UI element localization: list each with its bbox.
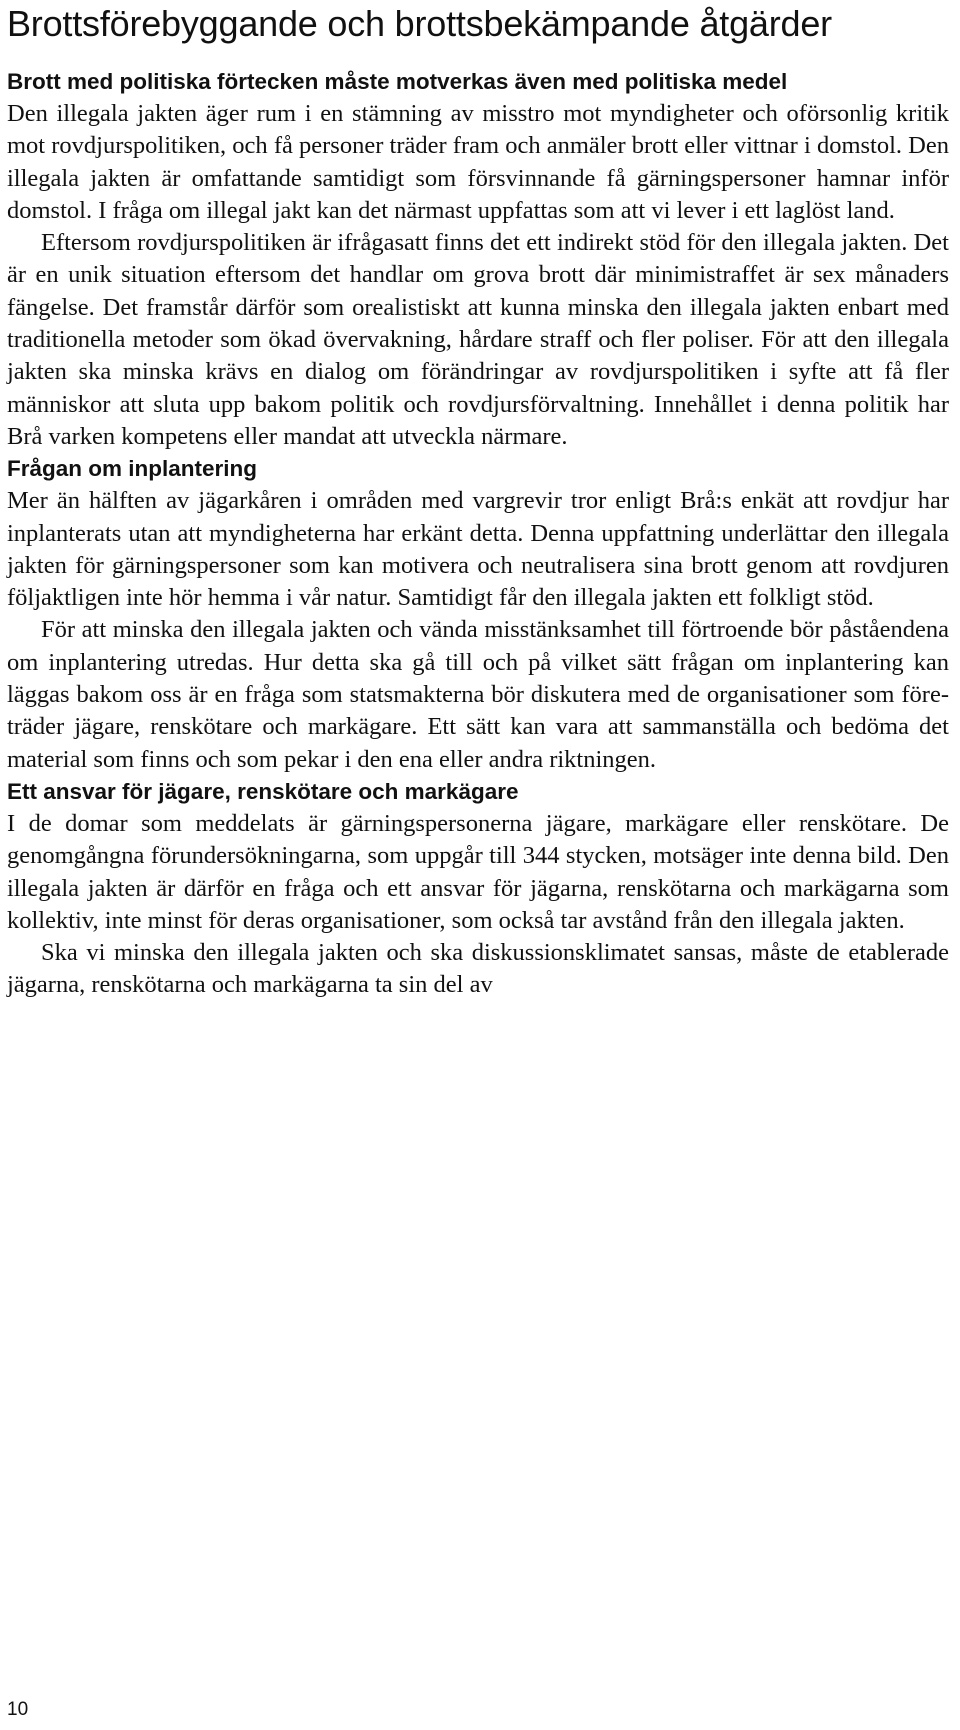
paragraph-ansvar-2: Ska vi minska den illegala jakten och ska diskussionsklimatet sansas, måste de etablerade jägarna, renskötarna och markägarna ta sin del av [7,939,949,999]
paragraph-ansvar-1: I de domar som meddelats är gärningspersonerna jägare, markägare eller renskötare. De genomgångna förundersökningarna, som uppgår till 344 stycken, motsäger inte denna bild. Den illegala jakten är därför en fråga och ett ansvar för jägarna, renskötarna och markägarna som kollektiv, inte minst för deras organisationer, som också tar avstånd från den illegala jakten. [7,809,949,934]
section-subtitle: Brott med politiska förtecken måste motverkas även med politiska medel [7,69,788,94]
paragraph-intro-2: Eftersom rovdjurspolitiken är ifrågasatt finns det ett indirekt stöd för den illegala jakten. Det är en unik situation eftersom det handlar om grova brott där minimistraffet är sex månaders fängelse. Det framstår därför som orealistiskt att kunna minska den illegala jakten enbart med traditionella metoder som ökad övervakning, hårdare straff och fler poliser. För att den illegala jakten ska minska krävs en dialog om förändringar av rovdjurspolitiken i syfte att få fler människor att sluta upp bakom politik och rovdjursförvaltning. Innehållet i denna politik har Brå varken kompetens eller mandat att utveckla närmare. [7,229,949,450]
page-title: Brottsförebyggande och brottsbekämpande åtgärder [7,3,832,44]
paragraph-intro-1: Den illegala jakten äger rum i en stämning av misstro mot myndigheter och oförsonlig kritik mot rovdjurspolitiken, och få personer träder fram och anmäler brott eller vittnar i domstol. Den illegala jakten är omfattande samtidigt som försvinnande få gärningspersoner hamnar inför domstol. I fråga om illegal jakt kan det närmast uppfattas som att vi lever i ett laglöst land. [7,100,949,224]
paragraph-inplantering-1: Mer än hälften av jägarkåren i områden med vargrevir tror enligt Brå:s enkät att rovdjur har inplanterats utan att myndigheterna har erkänt detta. Denna uppfattning underlättar den illegala jakten för gärningspersoner som kan motivera och neutralisera sina brott genom att rovdjuren följaktligen inte hör hemma i vår natur. Samtidigt får den illegala jakten ett folkligt stöd. [7,487,949,612]
section-heading-inplantering: Frågan om inplantering [7,456,258,482]
paragraph-inplantering-2: För att minska den illegala jakten och vända misstänksamhet till förtroende bör påståendena om inplantering utredas. Hur detta ska gå till och på vilket sätt frågan om inplantering kan läggas bakom oss är en fråga som statsmakterna bör diskutera med de organisationer som företräder jägare, renskötare och markägare. Ett sätt kan vara att sammanställa och bedöma det material som finns och som pekar i den ena eller andra riktningen. [7,616,949,773]
section-heading-ansvar: Ett ansvar för jägare, renskötare och markägare [7,778,519,804]
page-number: 10 [7,1699,29,1720]
document-page [7,0,949,1002]
